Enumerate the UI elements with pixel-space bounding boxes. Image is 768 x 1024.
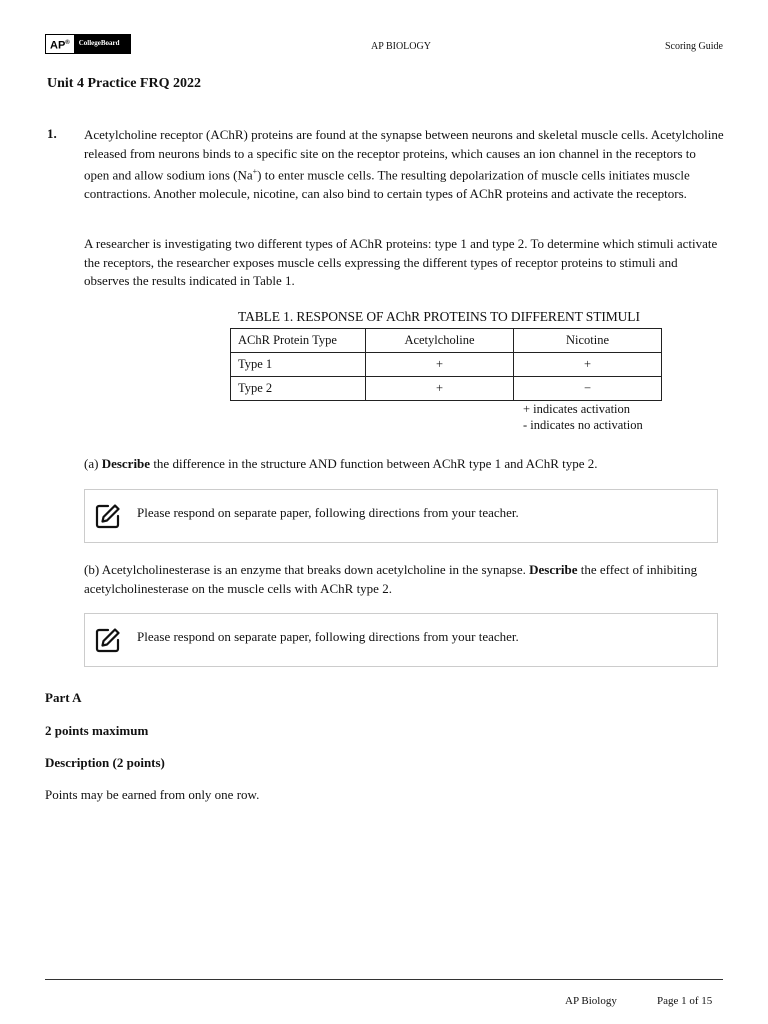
table-cell: Type 2 [231,377,366,401]
footer-page-number: Page 1 of 15 [657,995,713,1007]
response-instructions: Please respond on separate paper, following directions from your teacher. [137,505,519,520]
scoring-description-heading: Description (2 points) [45,755,165,770]
edit-icon [95,503,121,529]
scoring-part-heading: Part A [45,690,82,705]
table-cell: − [514,377,662,401]
page-title: Unit 4 Practice FRQ 2022 [47,76,201,91]
footer-subject: AP Biology [565,995,617,1007]
table-cell: + [514,353,662,377]
table-cell: + [366,353,514,377]
table-header-cell: Acetylcholine [366,329,514,353]
table-row [231,353,662,377]
edit-icon [95,627,121,653]
response-box-a [84,489,718,543]
footer-divider [45,979,723,980]
table-row [231,377,662,401]
legend-no-activation: - indicates no activation [523,418,643,432]
table-title: TABLE 1. RESPONSE OF AChR PROTEINS TO DIFFERENT STIMULI [238,309,640,324]
part-a-prompt: (a) Describe the difference in the structure AND function between AChR type 1 and AChR type 2. [84,456,598,471]
question-number: 1. [47,126,57,141]
response-box-b [84,613,718,667]
header-doc-type: Scoring Guide [664,41,723,52]
achr-response-table [230,328,662,401]
question-paragraph-1: Acetylcholine receptor (AChR) proteins are found at the synapse between neurons and skeletal muscle cells. Acetylcholine released from neurons binds to a specific site on the receptor proteins, which causes an ion channel in the receptors to open and allow sodium ions (Na+) to enter muscle cells. The resulting depolarization of muscle cells initiates muscle contractions. Another molecule, nicotine, can also bind to certain types of AChR proteins and activate the receptors. [84,127,724,201]
table-header-cell: Nicotine [514,329,662,353]
scoring-note: Points may be earned from only one row. [45,787,260,802]
response-instructions: Please respond on separate paper, following directions from your teacher. [137,629,519,644]
legend-activation: + indicates activation [523,402,631,416]
logo-collegeboard-text: CollegeBoard [74,35,130,53]
table-header-cell: AChR Protein Type [231,329,366,353]
logo-ap-text: AP® [46,35,74,53]
part-b-prompt: (b) Acetylcholinesterase is an enzyme that breaks down acetylcholine in the synapse. Describe the effect of inhibiting acetylcholinesterase on the muscle cells with AChR type 2. [84,562,698,596]
question-paragraph-2: A researcher is investigating two different types of AChR proteins: type 1 and type 2. To determine which stimuli activate the receptors, the researcher exposes muscle cells expressing the different types of receptor proteins to stimuli and observes the results indicated in Table 1. [84,236,718,288]
table-header-row [231,329,662,353]
table-cell: + [366,377,514,401]
header-subject: AP BIOLOGY [371,41,431,52]
scoring-max-points: 2 points maximum [45,723,149,738]
table-cell: Type 1 [231,353,366,377]
